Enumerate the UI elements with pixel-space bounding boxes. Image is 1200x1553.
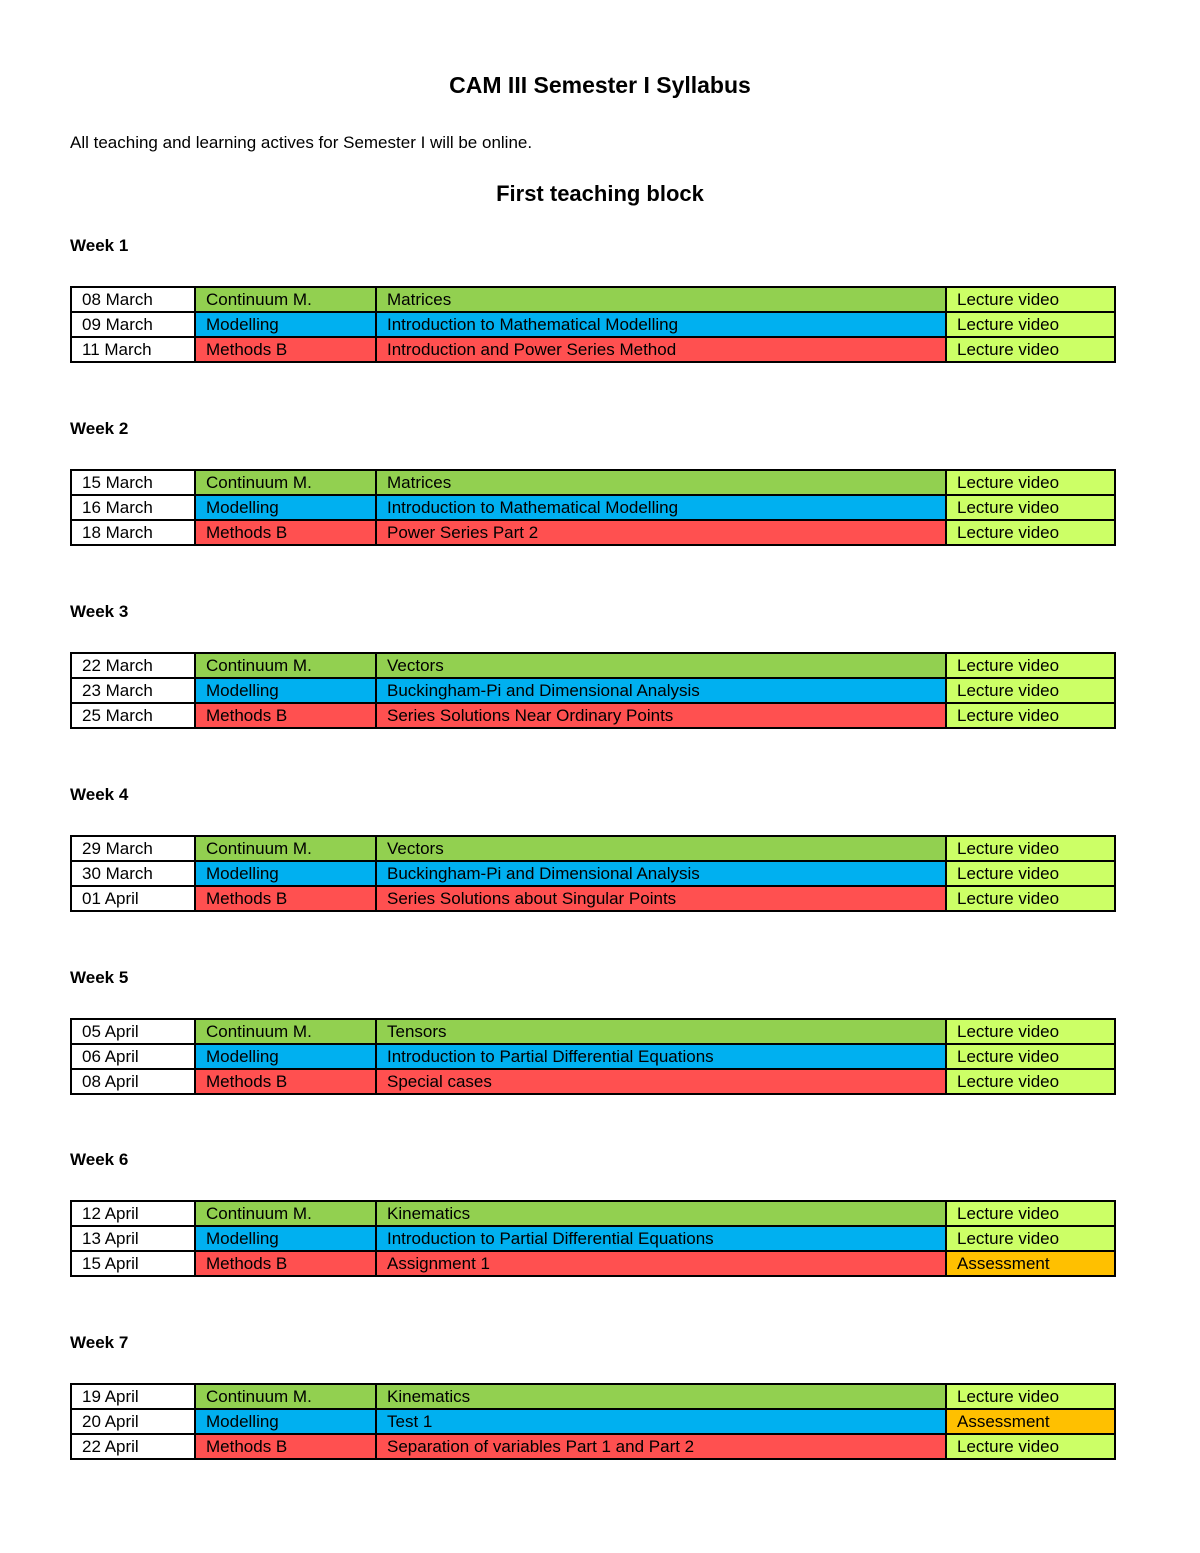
- activity-cell: Lecture video: [946, 836, 1115, 861]
- date-cell: 22 March: [71, 653, 195, 678]
- activity-cell: Lecture video: [946, 703, 1115, 728]
- activity-cell: Lecture video: [946, 861, 1115, 886]
- course-cell: Continuum M.: [195, 1019, 376, 1044]
- course-cell: Continuum M.: [195, 1201, 376, 1226]
- course-cell: Modelling: [195, 1044, 376, 1069]
- course-cell: Methods B: [195, 886, 376, 911]
- topic-cell: Buckingham-Pi and Dimensional Analysis: [376, 861, 946, 886]
- date-cell: 09 March: [71, 312, 195, 337]
- table-row: [71, 1201, 1115, 1226]
- table-row: [71, 312, 1115, 337]
- table-row: [71, 1409, 1115, 1434]
- topic-cell: Series Solutions about Singular Points: [376, 886, 946, 911]
- week-table: [70, 835, 1116, 912]
- course-cell: Modelling: [195, 312, 376, 337]
- topic-cell: Introduction to Partial Differential Equations: [376, 1226, 946, 1251]
- table-row: [71, 337, 1115, 362]
- activity-cell: Lecture video: [946, 1384, 1115, 1409]
- activity-cell: Lecture video: [946, 1019, 1115, 1044]
- topic-cell: Vectors: [376, 836, 946, 861]
- table-row: [71, 495, 1115, 520]
- week-label: Week 4: [70, 785, 129, 804]
- course-cell: Continuum M.: [195, 836, 376, 861]
- topic-cell: Matrices: [376, 287, 946, 312]
- activity-cell: Lecture video: [946, 1434, 1115, 1459]
- topic-cell: Separation of variables Part 1 and Part 2: [376, 1434, 946, 1459]
- topic-cell: Assignment 1: [376, 1251, 946, 1276]
- activity-cell: Lecture video: [946, 886, 1115, 911]
- week-section: [70, 602, 1114, 729]
- course-cell: Methods B: [195, 520, 376, 545]
- activity-cell: Lecture video: [946, 1201, 1115, 1226]
- table-row: [71, 1019, 1115, 1044]
- date-cell: 13 April: [71, 1226, 195, 1251]
- date-cell: 25 March: [71, 703, 195, 728]
- week-section: [70, 968, 1114, 1095]
- week-section: [70, 419, 1114, 546]
- week-table: [70, 652, 1116, 729]
- activity-cell: Lecture video: [946, 287, 1115, 312]
- activity-cell: Lecture video: [946, 1226, 1115, 1251]
- week-section: [70, 236, 1114, 363]
- course-cell: Modelling: [195, 1409, 376, 1434]
- activity-cell: Lecture video: [946, 470, 1115, 495]
- week-label: Week 2: [70, 419, 129, 438]
- course-cell: Modelling: [195, 678, 376, 703]
- activity-cell: Lecture video: [946, 678, 1115, 703]
- table-row: [71, 653, 1115, 678]
- intro-text: All teaching and learning actives for Semester I will be online.: [70, 133, 533, 152]
- course-cell: Methods B: [195, 1434, 376, 1459]
- table-row: [71, 1251, 1115, 1276]
- topic-cell: Special cases: [376, 1069, 946, 1094]
- table-row: [71, 1226, 1115, 1251]
- week-table: [70, 1018, 1116, 1095]
- topic-cell: Introduction to Mathematical Modelling: [376, 495, 946, 520]
- date-cell: 11 March: [71, 337, 195, 362]
- topic-cell: Kinematics: [376, 1384, 946, 1409]
- week-label: Week 5: [70, 968, 129, 987]
- topic-cell: Kinematics: [376, 1201, 946, 1226]
- activity-cell: Lecture video: [946, 495, 1115, 520]
- activity-cell: Assessment: [946, 1251, 1115, 1276]
- course-cell: Methods B: [195, 703, 376, 728]
- date-cell: 30 March: [71, 861, 195, 886]
- date-cell: 19 April: [71, 1384, 195, 1409]
- topic-cell: Introduction and Power Series Method: [376, 337, 946, 362]
- topic-cell: Buckingham-Pi and Dimensional Analysis: [376, 678, 946, 703]
- page-title: CAM III Semester I Syllabus: [449, 72, 751, 98]
- topic-cell: Series Solutions Near Ordinary Points: [376, 703, 946, 728]
- week-section: [70, 1333, 1114, 1460]
- table-row: [71, 287, 1115, 312]
- course-cell: Modelling: [195, 495, 376, 520]
- course-cell: Methods B: [195, 1251, 376, 1276]
- date-cell: 08 April: [71, 1069, 195, 1094]
- activity-cell: Lecture video: [946, 337, 1115, 362]
- course-cell: Continuum M.: [195, 653, 376, 678]
- table-row: [71, 1434, 1115, 1459]
- week-table: [70, 1383, 1116, 1460]
- table-row: [71, 836, 1115, 861]
- course-cell: Continuum M.: [195, 470, 376, 495]
- activity-cell: Lecture video: [946, 653, 1115, 678]
- week-section: [70, 785, 1114, 912]
- date-cell: 16 March: [71, 495, 195, 520]
- table-row: [71, 678, 1115, 703]
- date-cell: 22 April: [71, 1434, 195, 1459]
- course-cell: Modelling: [195, 1226, 376, 1251]
- date-cell: 23 March: [71, 678, 195, 703]
- table-row: [71, 861, 1115, 886]
- week-table: [70, 1200, 1116, 1277]
- activity-cell: Lecture video: [946, 1069, 1115, 1094]
- activity-cell: Lecture video: [946, 1044, 1115, 1069]
- activity-cell: Lecture video: [946, 520, 1115, 545]
- topic-cell: Introduction to Partial Differential Equations: [376, 1044, 946, 1069]
- week-section: [70, 1150, 1114, 1277]
- topic-cell: Matrices: [376, 470, 946, 495]
- course-cell: Modelling: [195, 861, 376, 886]
- table-row: [71, 703, 1115, 728]
- course-cell: Methods B: [195, 337, 376, 362]
- week-label: Week 1: [70, 236, 129, 255]
- table-row: [71, 886, 1115, 911]
- date-cell: 06 April: [71, 1044, 195, 1069]
- date-cell: 29 March: [71, 836, 195, 861]
- block-title: First teaching block: [496, 181, 704, 206]
- topic-cell: Tensors: [376, 1019, 946, 1044]
- table-row: [71, 1384, 1115, 1409]
- course-cell: Methods B: [195, 1069, 376, 1094]
- topic-cell: Test 1: [376, 1409, 946, 1434]
- activity-cell: Lecture video: [946, 312, 1115, 337]
- date-cell: 20 April: [71, 1409, 195, 1434]
- date-cell: 12 April: [71, 1201, 195, 1226]
- date-cell: 08 March: [71, 287, 195, 312]
- week-label: Week 7: [70, 1333, 129, 1352]
- table-row: [71, 520, 1115, 545]
- week-table: [70, 469, 1116, 546]
- course-cell: Continuum M.: [195, 1384, 376, 1409]
- activity-cell: Assessment: [946, 1409, 1115, 1434]
- topic-cell: Vectors: [376, 653, 946, 678]
- date-cell: 05 April: [71, 1019, 195, 1044]
- table-row: [71, 470, 1115, 495]
- date-cell: 15 March: [71, 470, 195, 495]
- table-row: [71, 1044, 1115, 1069]
- date-cell: 01 April: [71, 886, 195, 911]
- date-cell: 18 March: [71, 520, 195, 545]
- week-label: Week 6: [70, 1150, 129, 1169]
- week-table: [70, 286, 1116, 363]
- course-cell: Continuum M.: [195, 287, 376, 312]
- week-label: Week 3: [70, 602, 129, 621]
- date-cell: 15 April: [71, 1251, 195, 1276]
- table-row: [71, 1069, 1115, 1094]
- topic-cell: Power Series Part 2: [376, 520, 946, 545]
- topic-cell: Introduction to Mathematical Modelling: [376, 312, 946, 337]
